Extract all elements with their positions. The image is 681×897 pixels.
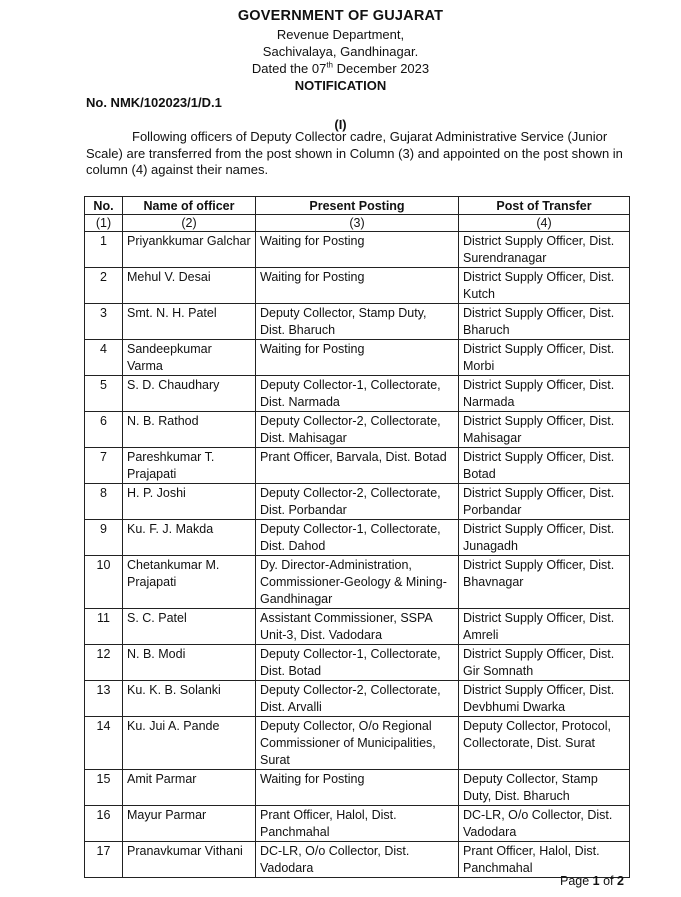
column-number: (4) <box>459 215 630 232</box>
table-row <box>85 556 630 609</box>
post-of-transfer: District Supply Officer, Dist. Kutch <box>459 268 630 304</box>
post-of-transfer: District Supply Officer, Dist. Amreli <box>459 609 630 645</box>
post-of-transfer: Prant Officer, Halol, Dist. Panchmahal <box>459 842 630 878</box>
date-ordinal: th <box>326 60 333 70</box>
post-of-transfer: District Supply Officer, Dist. Junagadh <box>459 520 630 556</box>
page-indicator <box>560 874 624 888</box>
table-row <box>85 448 630 484</box>
present-posting: Waiting for Posting <box>256 268 459 304</box>
post-of-transfer: District Supply Officer, Dist. Morbi <box>459 340 630 376</box>
post-of-transfer: District Supply Officer, Dist. Surendranagar <box>459 232 630 268</box>
table-row <box>85 484 630 520</box>
officer-name: Priyankkumar Galchar <box>123 232 256 268</box>
present-posting: Deputy Collector-2, Collectorate, Dist. Arvalli <box>256 681 459 717</box>
government-title: GOVERNMENT OF GUJARAT <box>237 8 444 24</box>
officer-name: Smt. N. H. Patel <box>123 304 256 340</box>
column-number: (1) <box>85 215 123 232</box>
reference-number: No. NMK/102023/1/D.1 <box>86 95 222 110</box>
present-posting: Dy. Director-Administration, Commissioner-Geology & Mining-Gandhinagar <box>256 556 459 609</box>
present-posting: DC-LR, O/o Collector, Dist. Vadodara <box>256 842 459 878</box>
intro-paragraph: Following officers of Deputy Collector cadre, Gujarat Administrative Service (Junior Scale) are transferred from the post shown in Column (3) and appointed on the post shown in column (4) against their names. <box>86 129 623 177</box>
department-name: Revenue Department, <box>276 27 405 42</box>
table-row <box>85 645 630 681</box>
header-post-of-transfer: Post of Transfer <box>459 197 630 215</box>
notification-date <box>0 60 681 77</box>
table-row <box>85 412 630 448</box>
post-of-transfer: District Supply Officer, Dist. Bhavnagar <box>459 556 630 609</box>
present-posting: Deputy Collector-2, Collectorate, Dist. Porbandar <box>256 484 459 520</box>
row-number: 3 <box>85 304 123 340</box>
row-number: 16 <box>85 806 123 842</box>
column-number: (2) <box>123 215 256 232</box>
table-row <box>85 681 630 717</box>
present-posting: Waiting for Posting <box>256 770 459 806</box>
page-total: 2 <box>617 874 624 888</box>
post-of-transfer: District Supply Officer, Dist. Gir Somnath <box>459 645 630 681</box>
office-address: Sachivalaya, Gandhinagar. <box>262 44 419 59</box>
officer-name: N. B. Modi <box>123 645 256 681</box>
present-posting: Deputy Collector-1, Collectorate, Dist. Narmada <box>256 376 459 412</box>
row-number: 11 <box>85 609 123 645</box>
officer-name: Mehul V. Desai <box>123 268 256 304</box>
present-posting: Waiting for Posting <box>256 232 459 268</box>
table-row <box>85 806 630 842</box>
present-posting: Deputy Collector, Stamp Duty, Dist. Bharuch <box>256 304 459 340</box>
row-number: 6 <box>85 412 123 448</box>
post-of-transfer: District Supply Officer, Dist. Bharuch <box>459 304 630 340</box>
transfer-table <box>84 196 630 878</box>
officer-name: Chetankumar M. Prajapati <box>123 556 256 609</box>
table-row <box>85 232 630 268</box>
present-posting: Deputy Collector-1, Collectorate, Dist. Botad <box>256 645 459 681</box>
table-row <box>85 268 630 304</box>
row-number: 14 <box>85 717 123 770</box>
row-number: 4 <box>85 340 123 376</box>
notification-heading: NOTIFICATION <box>294 78 387 93</box>
officer-name: H. P. Joshi <box>123 484 256 520</box>
page-current: 1 <box>592 874 600 888</box>
officer-name: Mayur Parmar <box>123 806 256 842</box>
officer-name: S. C. Patel <box>123 609 256 645</box>
post-of-transfer: DC-LR, O/o Collector, Dist. Vadodara <box>459 806 630 842</box>
row-number: 5 <box>85 376 123 412</box>
post-of-transfer: District Supply Officer, Dist. Mahisagar <box>459 412 630 448</box>
row-number: 8 <box>85 484 123 520</box>
row-number: 7 <box>85 448 123 484</box>
present-posting: Deputy Collector, O/o Regional Commissioner of Municipalities, Surat <box>256 717 459 770</box>
post-of-transfer: Deputy Collector, Protocol, Collectorate, Dist. Surat <box>459 717 630 770</box>
present-posting: Deputy Collector-2, Collectorate, Dist. Mahisagar <box>256 412 459 448</box>
officer-name: Sandeepkumar Varma <box>123 340 256 376</box>
post-of-transfer: District Supply Officer, Dist. Narmada <box>459 376 630 412</box>
officer-name: Ku. F. J. Makda <box>123 520 256 556</box>
table-row <box>85 376 630 412</box>
officer-name: N. B. Rathod <box>123 412 256 448</box>
present-posting: Assistant Commissioner, SSPA Unit-3, Dist. Vadodara <box>256 609 459 645</box>
table-row <box>85 340 630 376</box>
officer-name: Ku. K. B. Solanki <box>123 681 256 717</box>
row-number: 2 <box>85 268 123 304</box>
section-number: (I) <box>334 117 347 132</box>
date-prefix: Dated the 07 <box>251 61 327 76</box>
table-header-row <box>85 197 630 215</box>
post-of-transfer: District Supply Officer, Dist. Botad <box>459 448 630 484</box>
table-row <box>85 609 630 645</box>
page-mid: of <box>599 874 617 888</box>
column-number: (3) <box>256 215 459 232</box>
present-posting: Deputy Collector-1, Collectorate, Dist. Dahod <box>256 520 459 556</box>
post-of-transfer: District Supply Officer, Dist. Devbhumi Dwarka <box>459 681 630 717</box>
header-present-posting: Present Posting <box>256 197 459 215</box>
table-row <box>85 304 630 340</box>
row-number: 10 <box>85 556 123 609</box>
row-number: 12 <box>85 645 123 681</box>
officer-name: Pranavkumar Vithani <box>123 842 256 878</box>
row-number: 1 <box>85 232 123 268</box>
table-row <box>85 842 630 878</box>
header-name: Name of officer <box>123 197 256 215</box>
table-row <box>85 520 630 556</box>
post-of-transfer: Deputy Collector, Stamp Duty, Dist. Bharuch <box>459 770 630 806</box>
table-row <box>85 770 630 806</box>
row-number: 15 <box>85 770 123 806</box>
present-posting: Waiting for Posting <box>256 340 459 376</box>
officer-name: Pareshkumar T. Prajapati <box>123 448 256 484</box>
row-number: 13 <box>85 681 123 717</box>
row-number: 17 <box>85 842 123 878</box>
officer-name: Ku. Jui A. Pande <box>123 717 256 770</box>
column-number-row <box>85 215 630 232</box>
present-posting: Prant Officer, Barvala, Dist. Botad <box>256 448 459 484</box>
officer-name: S. D. Chaudhary <box>123 376 256 412</box>
present-posting: Prant Officer, Halol, Dist. Panchmahal <box>256 806 459 842</box>
letterhead <box>0 6 681 94</box>
date-suffix: December 2023 <box>333 61 430 76</box>
officer-name: Amit Parmar <box>123 770 256 806</box>
row-number: 9 <box>85 520 123 556</box>
post-of-transfer: District Supply Officer, Dist. Porbandar <box>459 484 630 520</box>
table-row <box>85 717 630 770</box>
page-prefix: Page <box>560 874 593 888</box>
header-no: No. <box>85 197 123 215</box>
